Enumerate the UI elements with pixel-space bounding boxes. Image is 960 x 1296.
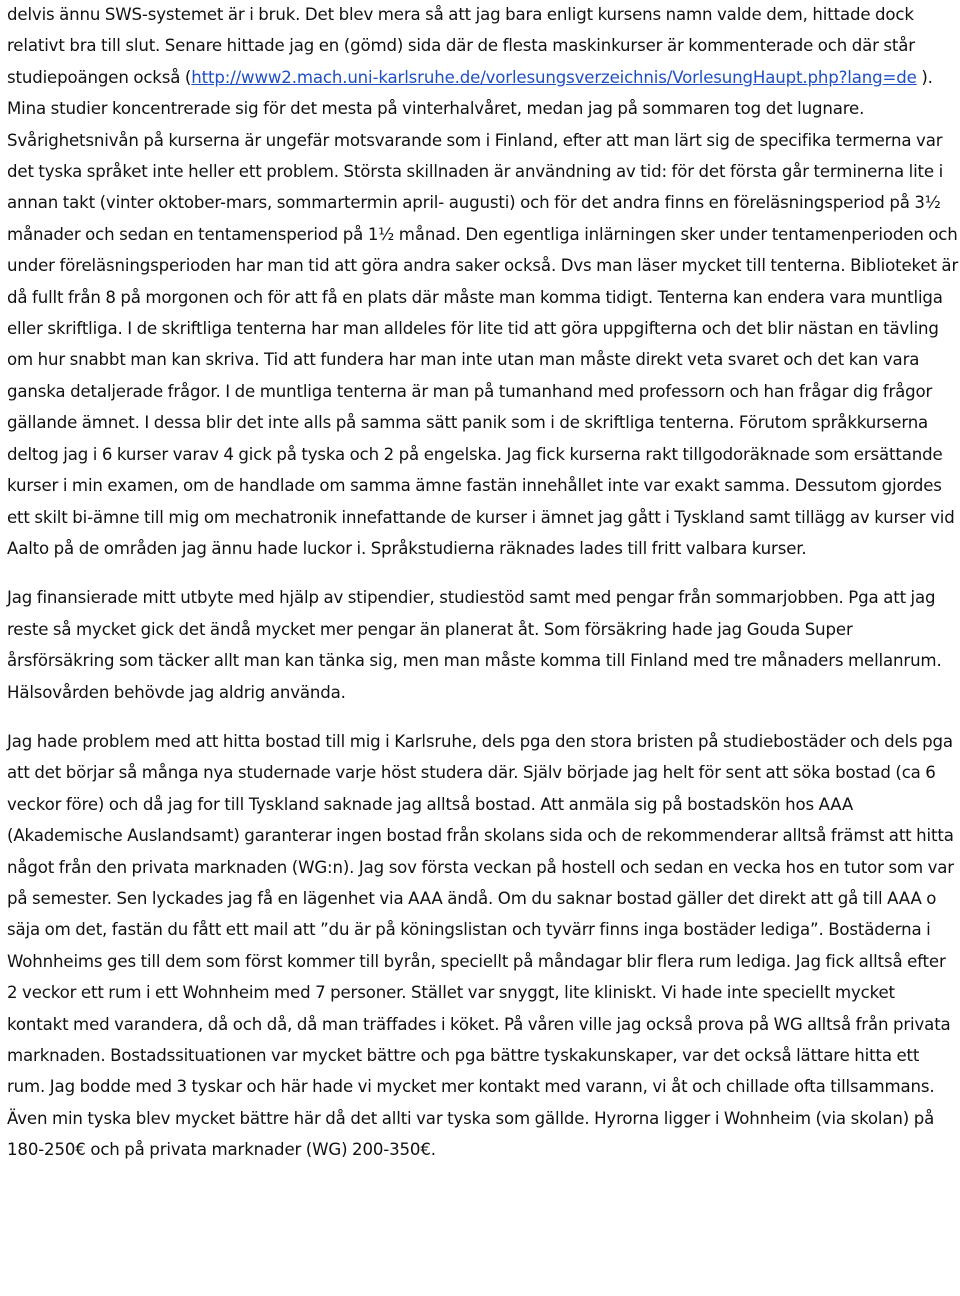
document-body — [7, 0, 960, 1166]
paragraph-housing — [7, 726, 960, 1166]
paragraph-text: Jag finansierade mitt utbyte med hjälp av stipendier, studiestöd samt med pengar från sommarjobben. Pga att jag reste så mycket gick det ändå mycket mer pengar än planerat åt. Som försäkring hade jag Gouda Super årsförsäkring som täcker allt man kan tänka sig, men man måste komma till Finland med tre månaders mellanrum. Hälsovården behövde jag aldrig använda. — [7, 588, 942, 702]
paragraph-text: Jag hade problem med att hitta bostad till mig i Karlsruhe, dels pga den stora bristen på studiebostäder och dels pga att det börjar så många nya studernade varje höst studera där. Själv började jag helt för sent att söka bostad (ca 6 veckor före) och då jag for till Tyskland saknade jag alltså bostad. Att anmäla sig på bostadskön hos AAA (Akademische Auslandsamt) garanterar ingen bostad från skolans sida och de rekommenderar alltså främst att hitta något från den privata marknaden (WG:n). Jag sov första veckan på hostell och sedan en vecka hos en tutor som var på semester. Sen lyckades jag få en lägenhet via AAA ändå. Om du saknar bostad gäller det direkt att gå till AAA o säja om det, fastän du fått ett mail att ”du är på köningslistan och tyvärr finns inga bostäder lediga”. Bostäderna i Wohnheims ges till dem som först kommer till byrån, speciellt på måndagar blir flera rum lediga. Jag fick alltså efter 2 veckor ett rum i ett Wohnheim med 7 personer. Stället var snyggt, lite kliniskt. Vi hade inte speciellt mycket kontakt med varandera, då och då, då man träffades i köket. På våren ville jag också prova på WG alltså från privata marknaden. Bostadssituationen var mycket bättre och pga bättre tyskakunskaper, var det också lättare hitta ett rum. Jag bodde med 3 tyskar och här hade vi mycket mer kontakt med varann, vi åt och chillade ofta tillsammans. Även min tyska blev mycket bättre här då det allti var tyska som gällde. Hyrorna ligger i Wohnheim (via skolan) på 180-250€ och på privata marknader (WG) 200-350€. — [7, 731, 954, 1160]
course-list-link[interactable]: http://www2.mach.uni-karlsruhe.de/vorlesungsverzeichnis/VorlesungHaupt.php?lang=de — [191, 67, 917, 87]
paragraph-studies — [7, 0, 960, 564]
paragraph-finances — [7, 582, 960, 708]
paragraph-text: ). Mina studier koncentrerade sig för det mesta på vinterhalvåret, medan jag på sommaren tog det lugnare. Svårighetsnivån på kurserna är ungefär motsvarande som i Finland, efter att man lärt sig de specifika termerna var det tyska språket inte heller ett problem. Största skillnaden är användning av tid: för det första går terminerna lite i annan takt (vinter oktober-mars, sommartermin april- augusti) och för det andra finns en föreläsningsperiod på 3½ månader och sedan en tentamensperiod på 1½ månad. Den egentliga inlärningen sker under tentamenperioden och under föreläsningsperioden har man tid att göra andra saker också. Dvs man läser mycket till tenterna. Biblioteket är då fullt från 8 på morgonen och för att få en plats där måste man komma tidigt. Tenterna kan endera vara muntliga eller skriftliga. I de skriftliga tenterna har man alldeles för lite tid att göra uppgifterna och det blir nästan en tävling om hur snabbt man kan skriva. Tid att fundera har man inte utan man måste direkt veta svaret och det kan vara ganska detaljerade frågor. I de muntliga tenterna är man på tumanhand med professorn och han frågar dig frågor gällande ämnet. I dessa blir det inte alls på samma sätt panik som i de skriftliga tenterna. Förutom språkkurserna deltog jag i 6 kurser varav 4 gick på tyska och 2 på engelska. Jag fick kurserna rakt tillgodoräknade som ersättande kurser i min examen, om de handlade om samma ämne fastän innehållet inte var exakt samma. Dessutom gjordes ett skilt bi-ämne till mig om mechatronik innefattande de kurser i ämnet jag gått i Tyskland samt tillägg av kurser vid Aalto på de områden jag ännu hade luckor i. Språkstudierna räknades lades till fritt valbara kurser. — [7, 67, 959, 558]
paragraph-text: delvis ännu SWS-systemet är i bruk. Det blev mera så att jag bara enligt kursens namn valde dem, hittade dock relativt bra till slut. Senare hittade jag en (gömd) sida där de flesta maskinkurser är kommenterade och där står studiepoängen också ( — [7, 5, 915, 87]
